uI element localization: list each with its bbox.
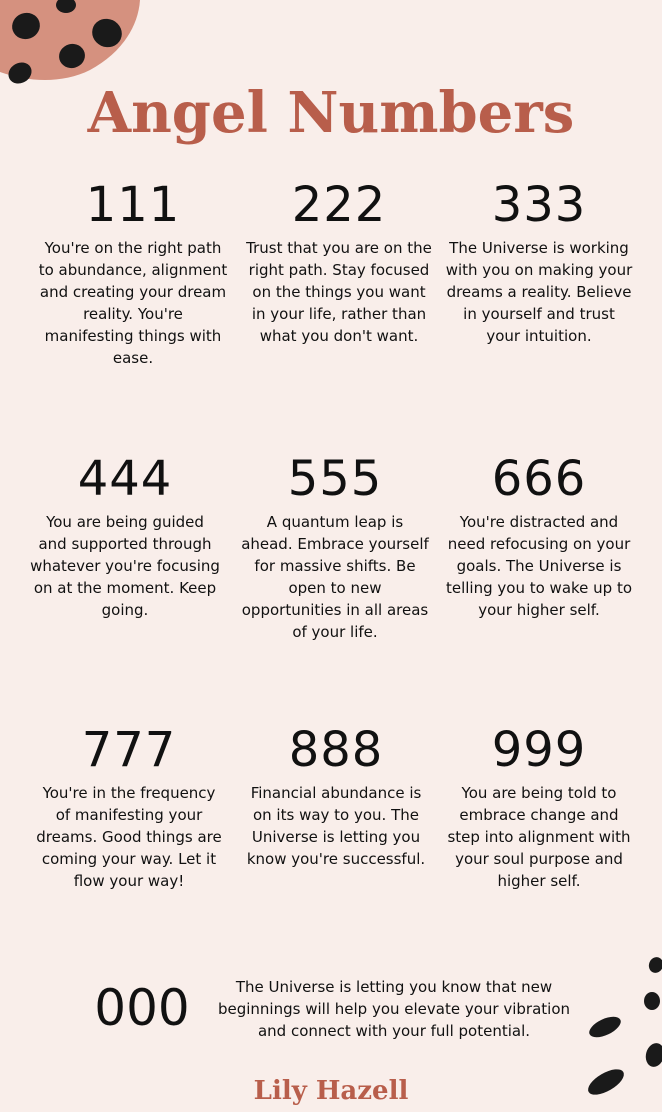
angel-number: 111	[85, 177, 181, 233]
author-credit: Lily Hazell	[253, 1076, 409, 1106]
angel-number-card-777	[34, 722, 224, 892]
angel-number-description: The Universe is working with you on making your dreams a reality. Believe in yourself and trust your intuition.	[445, 239, 633, 345]
angel-number-description: You are being told to embrace change and step into alignment with your soul purpose and higher self.	[447, 784, 631, 890]
angel-number-description: You are being guided and supported through whatever you're focusing on at the moment. Keep going.	[30, 513, 220, 619]
angel-number-description: A quantum leap is ahead. Embrace yourself for massive shifts. Be open to new opportunities in all areas of your life.	[241, 513, 429, 641]
angel-number-card-888	[241, 722, 431, 870]
page-title: Angel Numbers	[87, 80, 575, 146]
angel-number: 444	[77, 451, 173, 507]
angel-number-card-444	[30, 451, 220, 621]
angel-number: 999	[491, 722, 587, 778]
angel-number-description: You're in the frequency of manifesting your dreams. Good things are coming your way. Let it flow your way!	[36, 784, 222, 890]
angel-number: 555	[287, 451, 383, 507]
angel-number-card-333	[444, 177, 634, 347]
angel-number-description: You're distracted and need refocusing on your goals. The Universe is telling you to wake up to your higher self.	[445, 513, 633, 619]
angel-number-card-111	[38, 177, 228, 369]
angel-number: 333	[491, 177, 587, 233]
angel-number: 888	[288, 722, 384, 778]
angel-number-description: You're on the right path to abundance, alignment and creating your dream reality. You're manifesting things with ease.	[38, 239, 228, 367]
angel-number-description: Financial abundance is on its way to you. The Universe is letting you know you're successful.	[246, 784, 426, 868]
angel-number-000: 000	[94, 979, 190, 1037]
angel-number-card-666	[444, 451, 634, 621]
angel-number: 777	[81, 722, 177, 778]
angel-number-card-555	[240, 451, 430, 643]
angel-number-description: Trust that you are on the right path. Stay focused on the things you want in your life, rather than what you don't want.	[246, 239, 432, 345]
angel-number-card-222	[244, 177, 434, 347]
angel-number: 222	[291, 177, 387, 233]
angel-number-000-description: The Universe is letting you know that new beginnings will help you elevate your vibration and connect with your full potential.	[217, 978, 571, 1040]
angel-number-card-999	[444, 722, 634, 892]
angel-number: 666	[491, 451, 587, 507]
